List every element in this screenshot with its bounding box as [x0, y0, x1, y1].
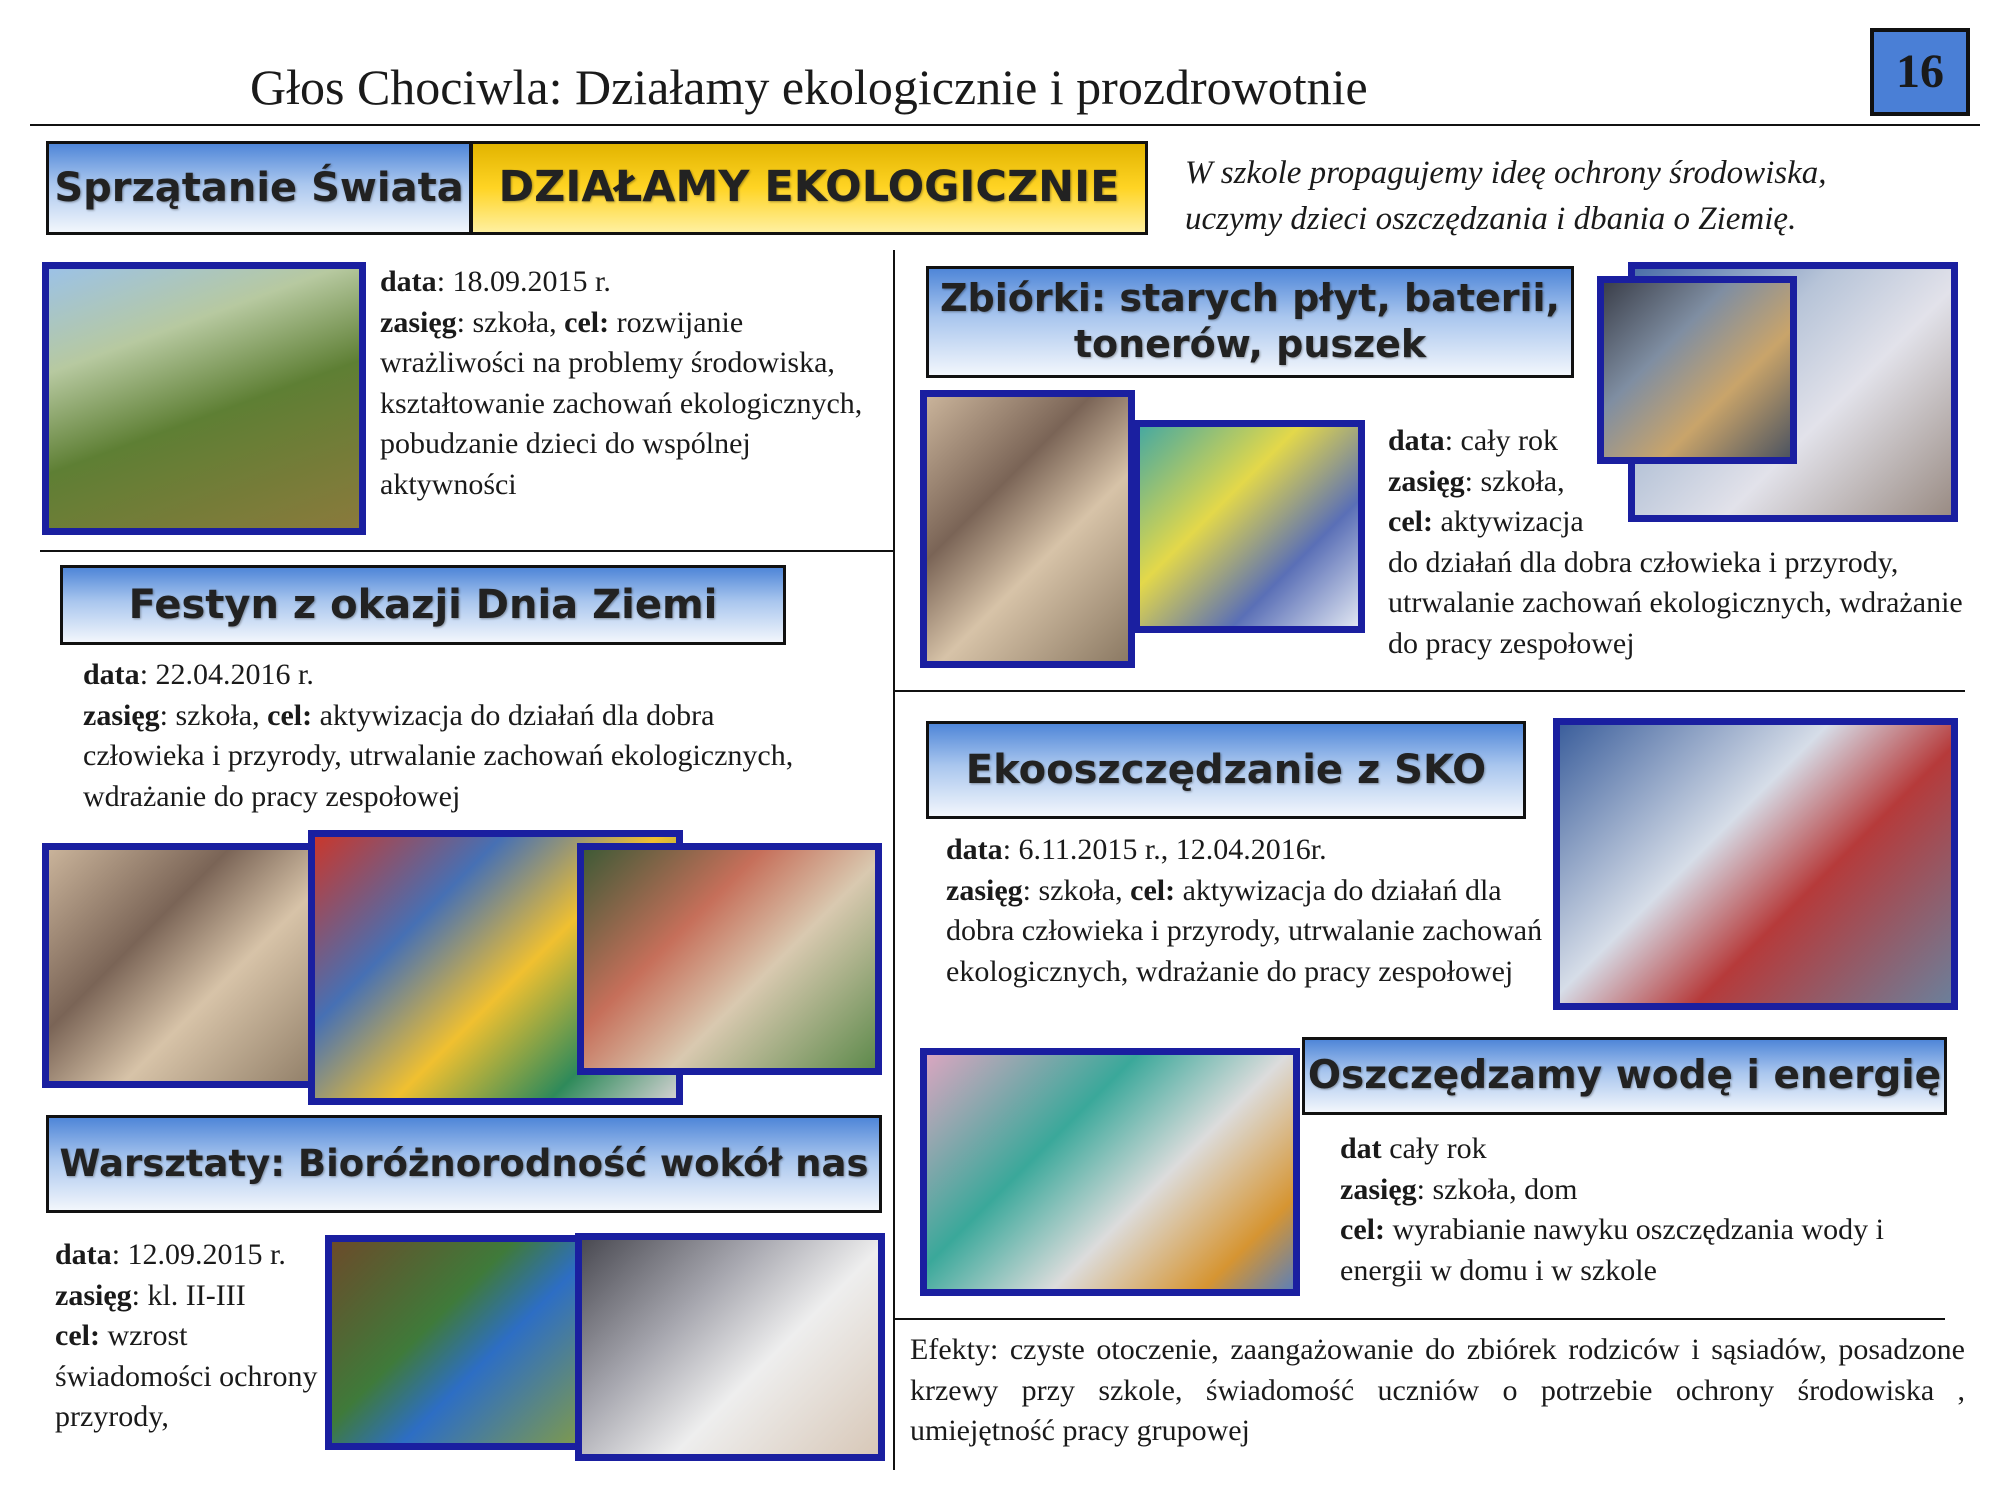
photo-warsztaty-2 [575, 1233, 885, 1461]
photo-sko [1553, 718, 1958, 1010]
photo-woda-energia [920, 1048, 1300, 1296]
divider-left-1 [40, 550, 895, 552]
woda-text [1340, 1129, 1900, 1291]
data-value: : cały rok [1444, 424, 1558, 457]
cel-value-rest: do działań dla dobra człowieka i przyrody, utrwalanie zachowań ekologicznych, wdrażanie do pracy zespołowej [1388, 545, 1963, 660]
cel-value: rozwijanie wrażliwości na problemy środowiska, kształtowanie zachowań ekologicznych, pobudzanie dzieci do wspólnej aktywności [380, 305, 863, 501]
cel-label: cel: [564, 305, 610, 339]
effects-text: Efekty: czyste otoczenie, zaangażowanie do zbiórek rodziców i sąsiadów, posadzone krzewy przy szkole, świadomość uczniów o potrzebie ochrony środowiska , umiejętność pracy grupowej [910, 1333, 1965, 1447]
photo-festyn-3 [577, 843, 882, 1075]
banner-woda-energia: Oszczędzamy wodę i energię [1302, 1037, 1947, 1115]
zasieg-value: : szkoła, [1464, 464, 1565, 498]
zasieg-label: zasięg [946, 873, 1023, 907]
data-label: data [55, 1238, 112, 1271]
banner-dzialamy-ekologicznie: DZIAŁAMY EKOLOGICZNIE [470, 141, 1148, 235]
cel-label: cel: [55, 1319, 100, 1352]
cel-value: aktywizacja do działań dla dobra człowieka i przyrody, utrwalanie zachowań ekologicznych, wdrażanie do pracy zespołowej [83, 698, 794, 813]
photo-zbiorki-boys [920, 390, 1135, 668]
data-value: : 22.04.2016 r. [139, 658, 314, 691]
zasieg-value: : szkoła, dom [1416, 1172, 1578, 1206]
zasieg-value: : kl. II-III [131, 1278, 246, 1312]
zasieg-value: : szkoła, [1022, 873, 1131, 907]
zasieg-label: zasięg [1340, 1172, 1417, 1206]
zbiorki-text [1388, 421, 1968, 664]
photo-sprzatanie-swiata [42, 262, 366, 535]
banner-sko: Ekooszczędzanie z SKO [926, 721, 1526, 819]
divider-right-2 [895, 1318, 1945, 1320]
data-value: : 6.11.2015 r., 12.04.2016r. [1002, 833, 1327, 866]
festyn-text [83, 655, 813, 817]
cel-label: cel: [1388, 505, 1433, 538]
intro-line-1: W szkole propagujemy ideę ochrony środowiska, [1185, 155, 1827, 191]
header-divider [30, 124, 1980, 126]
zasieg-value: : szkoła, [159, 698, 268, 732]
divider-right-1 [895, 690, 1965, 692]
zasieg-label: zasięg [83, 698, 160, 732]
data-label: data [380, 265, 437, 298]
zasieg-label: zasięg [55, 1278, 132, 1312]
banner-zbiorki-line-2: tonerów, puszek [1073, 322, 1427, 366]
data-label: data [83, 658, 140, 691]
sprzatanie-text [380, 262, 890, 505]
banner-festyn: Festyn z okazji Dnia Ziemi [60, 565, 786, 645]
zasieg-label: zasięg [380, 305, 457, 339]
cel-value: aktywizacja do działań dla dobra człowieka i przyrody, utrwalanie zachowań ekologicznych, wdrażanie do pracy zespołowej [946, 873, 1543, 988]
banner-zbiorki-line-1: Zbiórki: starych płyt, baterii, [939, 276, 1560, 321]
photo-zbiorki-bins [1133, 420, 1365, 633]
data-value: : 18.09.2015 r. [436, 265, 611, 298]
cel-value: wzrost świadomości ochrony przyrody, [55, 1319, 318, 1433]
data-value: : 12.09.2015 r. [111, 1238, 286, 1271]
page-title: Głos Chociwla: Działamy ekologicznie i prozdrowotnie [250, 59, 1368, 115]
cel-label: cel: [267, 698, 313, 732]
photo-festyn-1 [42, 843, 337, 1088]
zasieg-label: zasięg [1388, 464, 1465, 498]
intro-text [1185, 150, 1945, 242]
vertical-divider [893, 250, 895, 1470]
banner-zbiorki [926, 266, 1574, 378]
sko-text [946, 830, 1546, 992]
photo-warsztaty-1 [325, 1235, 590, 1450]
page-number: 16 [1870, 28, 1970, 116]
cel-label: cel: [1130, 873, 1176, 907]
intro-line-2: uczymy dzieci oszczędzania i dbania o Ziemię. [1185, 201, 1797, 238]
cel-value-first: aktywizacja [1432, 505, 1584, 538]
cel-label: cel: [1340, 1213, 1385, 1246]
cel-value: wyrabianie nawyku oszczędzania wody i energii w domu i w szkole [1340, 1213, 1884, 1287]
banner-sprzatanie-swiata: Sprzątanie Świata [46, 141, 472, 235]
banner-warsztaty: Warsztaty: Bioróżnorodność wokół nas [46, 1115, 882, 1213]
zasieg-value: : szkoła, [456, 305, 565, 339]
data-label: data [1388, 424, 1445, 457]
data-value: cały rok [1381, 1132, 1487, 1165]
warsztaty-text [55, 1235, 325, 1438]
data-label: data [946, 833, 1003, 866]
data-label: dat [1340, 1132, 1382, 1165]
